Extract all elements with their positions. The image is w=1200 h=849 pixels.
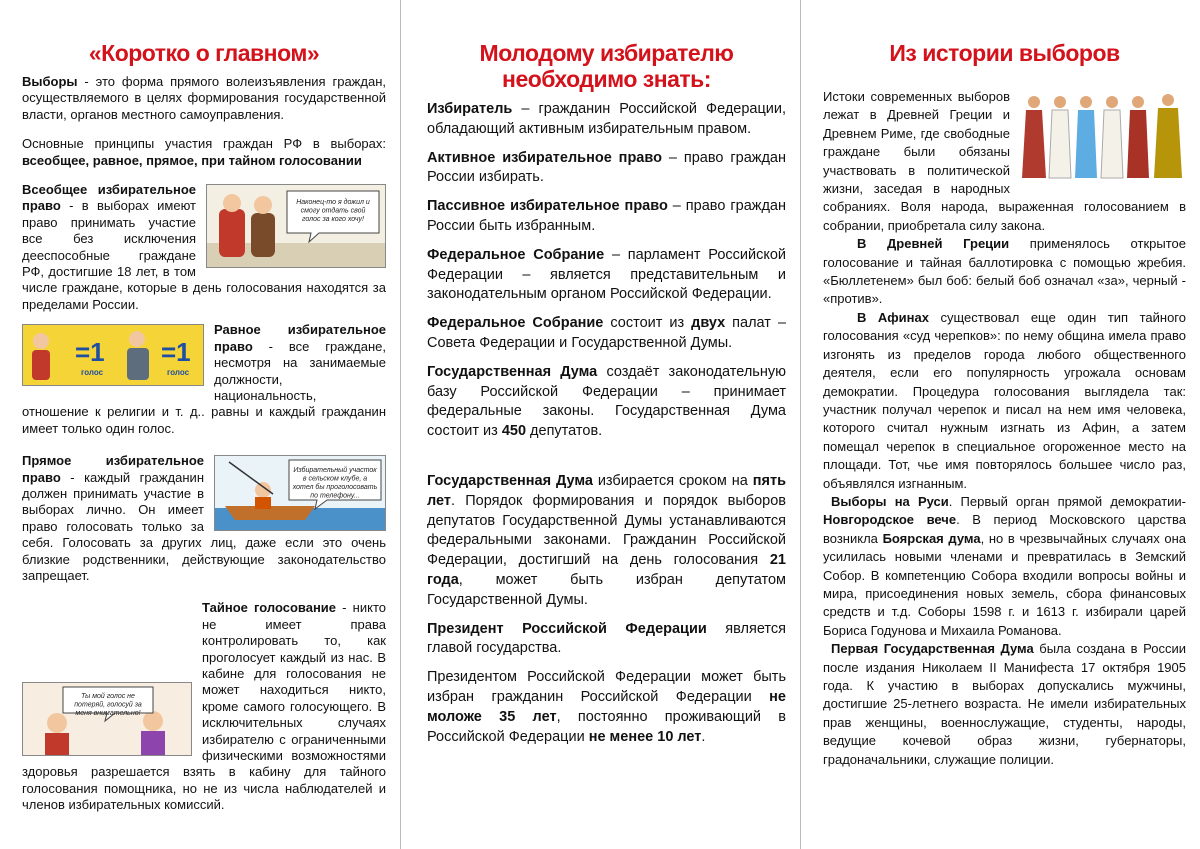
fisherman-illustration: [214, 455, 386, 531]
president-requirements: Президентом Российской Федерации может быть избран гражданин Российской Федерации не моложе 35 лет, постоянно проживающий в Российской Федерации не менее 10 лет.: [427, 669, 786, 745]
helper-illustration: [22, 682, 192, 756]
vote-count: =1: [75, 337, 105, 368]
secret-ballot-paragraph: Ты мой голос не потеряй, голосуй за меня внимательно! Тайное голосование - никто не имеет права контролировать то, как проголосует каждый из нас. В кабине для голосования не может находиться никто, кроме самого голосующего. В исключительных случаях избирателю с ограниченными физическими возможностями здоровья разрешается взять в кабину для тайного голосования помощника, но не из числа наблюдателей и членов избирательных комиссий.: [22, 600, 386, 813]
two-voters-illustration: [206, 184, 386, 268]
equal-right-paragraph: Равное избирательное право - все граждане, несмотря на занимаемые должности, национальность, отношение к религии и т. д.. равны и каждый гражданин имеет только один голос.: [22, 322, 386, 436]
athens-paragraph: В Афинах существовал еще один тип тайного голосования «суд черепков»: по нему община имела право изгонять из пределов города любого общественного деятеля, если его популярность угрожала основам демократии. Процедура голосования выглядела так: участник получал черепок и писал на нем имя человека, которого считал нужным изгнать из Афин, а затем помещал черепок в специальное огороженное место на площади. Тот, чье имя повторялось большее число раз, объявлялся изгнанным.: [823, 309, 1186, 491]
secret-ballot-block: [22, 600, 386, 813]
bubble-text: Избирательный участок в сельском клубе, а хотел бы проголосовать по телефону...: [292, 467, 378, 500]
federal-assembly-chambers: Федеральное Собрание состоит из двух палат – Совета Федерации и Государственной Думы.: [427, 315, 787, 351]
column-short-summary: [0, 0, 400, 849]
history-origins: Истоки современных выборов лежат в Древней Греции и Древнем Риме, где свободные граждане были обязаны участвовать в политической жизни, заседая в народных собраниях. Воля народа, выраженная голосованием в собрании, приобретала силу закона.: [823, 89, 1186, 233]
active-right-definition: Активное избирательное право – право граждан России избирать.: [427, 149, 786, 186]
voter-definition: Избиратель – гражданин Российской Федерации, обладающий активным избирательным правом.: [427, 101, 786, 137]
ancient-citizens-illustration: [1020, 88, 1186, 184]
direct-right-block: [22, 453, 386, 584]
column-young-voter: [401, 0, 800, 849]
russia-elections-paragraph: Выборы на Руси. Первый орган прямой демократии- Новгородское вече. В период Московского царства возникла Боярская дума, но в чрезвычайных случаях она усилилась новыми членами и превратилась в Земский Собор. В компетенцию Собора входили вопросы войны и мира, присоединения новых земель, сбора финансовых средств и т.д. Соборы 1598 г. и 1613 г. избирали царей Бориса Годунова и Михаила Романова.: [823, 493, 1187, 638]
passive-right-definition: Пассивное избирательное право – право граждан России быть избранным.: [427, 198, 786, 234]
bubble-text: Ты мой голос не потеряй, голосуй за меня внимательно!: [74, 693, 142, 718]
state-duma-composition: Государственная Дума создаёт законодательную базу Российской Федерации – принимает федеральные законы. Государственная Дума состоит из 450 депутатов.: [427, 363, 786, 440]
col1-title: «Коротко о главном»: [88, 40, 320, 66]
state-duma-term: Государственная Дума избирается сроком на пять лет. Порядок формирования и порядок выборов депутатов Государственной Думы устанавливаются федеральными законами. Гражданин Российской Федерации, достигший на день голосования 21 года, может быть избран депутатом Государственной Думы.: [427, 472, 786, 608]
universal-right-block: [22, 182, 386, 313]
col2-title: Молодому избирателю необходимо знать:: [479, 40, 734, 92]
direct-right-paragraph: Прямое избирательное право - каждый гражданин должен принимать участие в выборах лично. Он имеет право голосовать только за себя. Голосовать за других лиц, даже если это очень близкие родственники, действующие законодательство запрещает.: [22, 453, 386, 583]
first-duma-paragraph: Первая Государственная Дума была создана в России после издания Николаем II Манифеста 17 октября 1905 года. К участию в выборах допускались мужчины, достигшие 25-летнего возраста. Не имели избирательных прав женщины, военнослужащие, студенты, народы, ведущие кочевой образ жизни, губернаторы, градоначальники, служащие полиции.: [823, 641, 1186, 767]
principles-paragraph: Основные принципы участия граждан РФ в выборах: всеобщее, равное, прямое, при тайном голосовании: [22, 136, 386, 168]
elections-definition: Выборы - это форма прямого волеизъявления граждан, осуществляемого в целях формирования государственной власти, органов местного самоуправления.: [22, 74, 386, 122]
vote-label: голос: [167, 368, 190, 378]
president-definition: Президент Российской Федерации является главой государства.: [427, 620, 786, 657]
bubble-text: Наконец-то я дожил и смогу отдать свой голос за кого хочу!: [296, 199, 370, 224]
vote-label: голос: [81, 368, 104, 378]
col3-title: Из истории выборов: [889, 40, 1120, 66]
column-history: [801, 0, 1200, 849]
federal-assembly-definition: Федеральное Собрание – парламент Российской Федерации – является представительным и законодательным органом Российской Федерации.: [427, 246, 787, 303]
ancient-greece-paragraph: В Древней Греции применялось открытое голосование и тайная баллотировка с помощью жребия. «Бюллетенем» был боб: белый боб означал «за», черный - «против».: [823, 236, 1186, 307]
vote-count: =1: [161, 337, 191, 368]
one-vote-illustration: [22, 324, 204, 386]
universal-right-paragraph: Всеобщее избирательное право - в выборах имеют право принимать участие все без исключения дееспособные граждане РФ, достигшие 18 лет, в том числе граждане, которые в день голосования находятся за пределами России.: [22, 182, 386, 312]
equal-right-block: [22, 322, 386, 437]
